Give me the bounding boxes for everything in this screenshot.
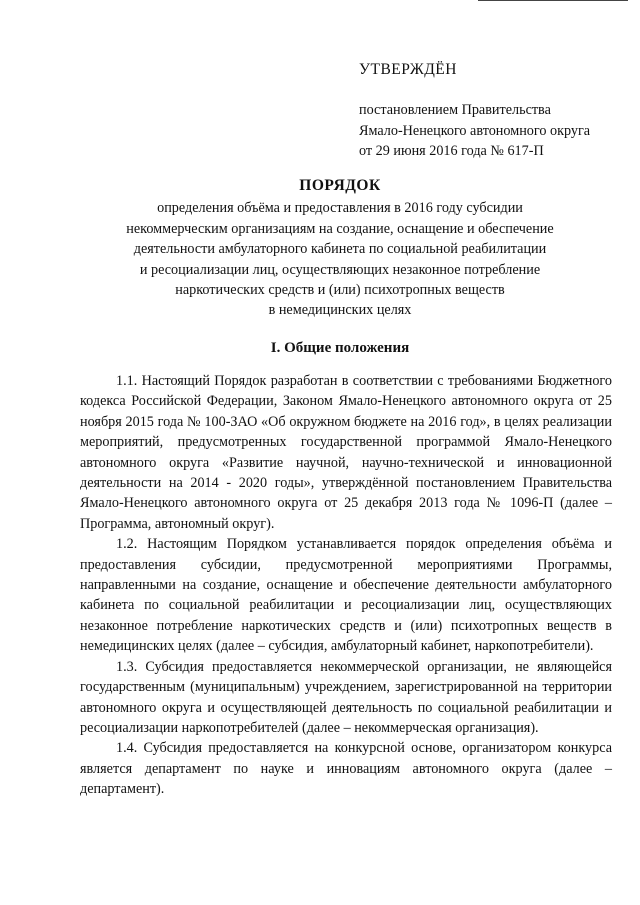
document-title-block xyxy=(60,176,620,321)
approval-block xyxy=(359,60,619,162)
paragraph-1-3: 1.3. Субсидия предоставляется некоммерческой организации, не являющейся государственным (муниципальным) учреждением, зарегистрированной на территории автономного округа и осуществляющей деятельность по социальной реабилитации и ресоциализации наркопотребителей (далее – некоммерческая организация). xyxy=(80,658,612,736)
paragraph-1-4: 1.4. Субсидия предоставляется на конкурсной основе, организатором конкурса является департамент по науке и инновациям автономного округа (далее – департамент). xyxy=(80,740,612,798)
document-subtitle-line: и ресоциализации лиц, осуществляющих незаконное потребление xyxy=(139,261,541,278)
document-subtitle-line: в немедицинских целях xyxy=(268,302,412,319)
document-body xyxy=(80,371,612,800)
document-subtitle-line: определения объёма и предоставления в 2016 году субсидии xyxy=(157,200,523,217)
section-heading: I. Общие положения xyxy=(270,340,410,356)
paragraph-1-1: 1.1. Настоящий Порядок разработан в соответствии с требованиями Бюджетного кодекса Российской Федерации, Законом Ямало-Ненецкого автономного округа от 25 ноября 2015 года № 100-ЗАО «Об окружном бюджете на 2016 год», в целях реализации мероприятий, предусмотренных государственной программой Ямало-Ненецкого автономного округа «Развитие научной, научно-технической и инновационной деятельности на 2014 - 2020 годы», утверждённой постановлением Правительства Ямало-Ненецкого автономного округа от 25 декабря 2013 года № 1096-П (далее – Программа, автономный округ). xyxy=(80,373,612,532)
approval-line: от 29 июня 2016 года № 617-П xyxy=(359,143,544,160)
approval-line: Ямало-Ненецкого автономного округа xyxy=(359,122,591,139)
paragraph-1-2: 1.2. Настоящим Порядком устанавливается порядок определения объёма и предоставления субсидии, предусмотренной мероприятиями Программы, направленными на создание, оснащение и обеспечение деятельности амбулаторного кабинета по социальной реабилитации и ресоциализации лиц, осуществляющих незаконное потребление наркотических средств и (или) психотропных веществ в немедицинских целях (далее – субсидия, амбулаторный кабинет, наркопотребители). xyxy=(80,536,612,655)
top-rule xyxy=(478,0,628,1)
document-subtitle-line: наркотических средств и (или) психотропных веществ xyxy=(175,282,505,299)
approval-heading: УТВЕРЖДЁН xyxy=(359,61,457,78)
document-subtitle-line: некоммерческим организациям на создание, оснащение и обеспечение xyxy=(126,220,554,237)
document-title: ПОРЯДОК xyxy=(299,177,381,194)
document-subtitle-line: деятельности амбулаторного кабинета по социальной реабилитации xyxy=(133,241,547,258)
approval-line: постановлением Правительства xyxy=(359,102,551,119)
